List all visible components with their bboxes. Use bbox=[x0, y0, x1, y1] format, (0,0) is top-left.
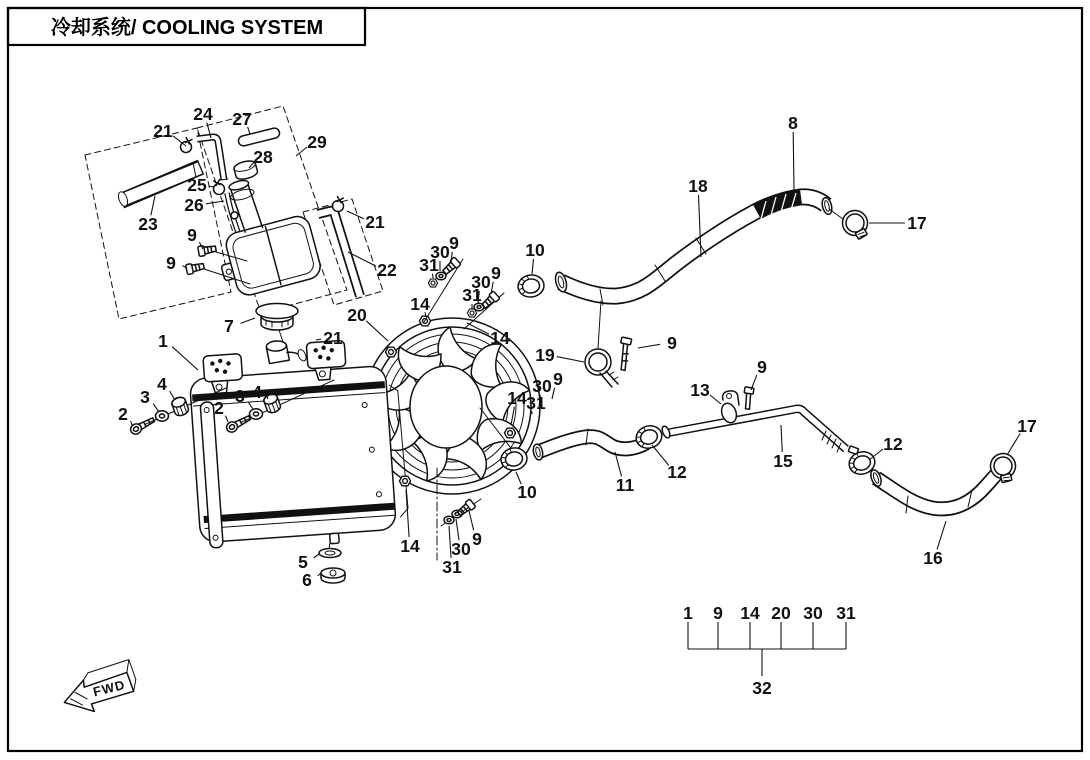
callout-9: 9 bbox=[553, 369, 563, 389]
callout-4: 4 bbox=[252, 382, 262, 402]
callout-4: 4 bbox=[157, 374, 167, 394]
callout-leader-21 bbox=[173, 136, 186, 146]
callout-leader-20 bbox=[366, 321, 388, 341]
callout-leader-15 bbox=[781, 425, 782, 452]
callout-15: 15 bbox=[773, 451, 793, 471]
dashed-box-hose23 bbox=[85, 128, 231, 319]
callout-14: 14 bbox=[490, 328, 510, 348]
callout-leader-2 bbox=[131, 421, 132, 425]
callout-5: 5 bbox=[298, 552, 308, 572]
callout-22: 22 bbox=[377, 260, 397, 280]
callout-leader-13 bbox=[710, 395, 721, 404]
clamp-10-upper bbox=[517, 273, 546, 298]
callout-23: 23 bbox=[138, 214, 158, 234]
callout-30: 30 bbox=[471, 272, 491, 292]
callout-leader-10 bbox=[532, 259, 534, 274]
callout-leader-4 bbox=[170, 391, 175, 400]
callout-16: 16 bbox=[923, 548, 943, 568]
spring-clamp-21a bbox=[179, 137, 194, 154]
callout-21: 21 bbox=[365, 212, 385, 232]
callout-9: 9 bbox=[667, 333, 677, 353]
callout-17: 17 bbox=[1017, 416, 1037, 436]
page-title: 冷却系统/ COOLING SYSTEM bbox=[50, 17, 324, 39]
callout-leader-19 bbox=[557, 357, 584, 362]
callout-3: 3 bbox=[140, 387, 150, 407]
callout-21: 21 bbox=[323, 328, 343, 348]
callout-1: 1 bbox=[158, 331, 168, 351]
callout-24: 24 bbox=[193, 104, 213, 124]
callout-18: 18 bbox=[688, 176, 708, 196]
callout-leader-21 bbox=[316, 339, 321, 340]
callout-leader-5 bbox=[314, 554, 319, 558]
callout-7: 7 bbox=[224, 316, 234, 336]
callout-14: 14 bbox=[400, 536, 420, 556]
bolt-9b bbox=[186, 261, 205, 274]
callout-27: 27 bbox=[232, 109, 252, 129]
lower-hose-16 bbox=[869, 464, 1006, 513]
callout-leader-7 bbox=[241, 318, 256, 323]
callout-14: 14 bbox=[507, 388, 527, 408]
callout-19: 19 bbox=[535, 345, 555, 365]
callout-31: 31 bbox=[442, 557, 462, 577]
callout-26: 26 bbox=[184, 195, 204, 215]
nut-14c bbox=[399, 476, 410, 486]
legend-item-1: 1 bbox=[683, 603, 693, 623]
callout-30: 30 bbox=[430, 242, 450, 262]
callout-9: 9 bbox=[472, 529, 482, 549]
callout-13: 13 bbox=[690, 380, 710, 400]
callout-leader-16 bbox=[937, 521, 946, 550]
callout-28: 28 bbox=[253, 147, 273, 167]
callout-12: 12 bbox=[667, 462, 687, 482]
lower-hose-11 bbox=[532, 429, 646, 461]
callout-leader-12 bbox=[652, 445, 669, 465]
callout-leader-17 bbox=[1007, 433, 1020, 455]
legend-item-14: 14 bbox=[740, 603, 760, 623]
callout-9: 9 bbox=[449, 233, 459, 253]
callout-leader-9 bbox=[469, 511, 474, 530]
callout-31: 31 bbox=[462, 285, 482, 305]
drain-stem bbox=[330, 533, 340, 544]
bolt-9a bbox=[198, 244, 217, 257]
legend-item-20: 20 bbox=[771, 603, 791, 623]
radiator-cap-7 bbox=[256, 304, 298, 343]
callout-14: 14 bbox=[410, 294, 430, 314]
callout-leader-3 bbox=[153, 404, 159, 412]
callout-leader-14 bbox=[406, 490, 409, 537]
callout-leader-26 bbox=[206, 201, 224, 204]
legend-item-30: 30 bbox=[803, 603, 823, 623]
callout-leader-1 bbox=[172, 347, 198, 370]
assembly-legend bbox=[683, 603, 856, 698]
callout-10: 10 bbox=[525, 240, 545, 260]
callout-leader-9 bbox=[552, 388, 555, 399]
callout-10: 10 bbox=[517, 482, 537, 502]
callout-31: 31 bbox=[526, 393, 546, 413]
callout-6: 6 bbox=[302, 570, 312, 590]
callout-17: 17 bbox=[907, 213, 927, 233]
callout-3: 3 bbox=[235, 386, 245, 406]
legend-item-31: 31 bbox=[836, 603, 856, 623]
callout-8: 8 bbox=[788, 113, 798, 133]
title-box bbox=[8, 8, 365, 45]
pipe-15 bbox=[661, 409, 846, 452]
callout-11: 11 bbox=[615, 475, 635, 495]
p-clamp-19 bbox=[585, 349, 618, 387]
callout-leader-9 bbox=[638, 344, 660, 348]
fwd-label: FWD bbox=[91, 676, 127, 700]
callout-12: 12 bbox=[883, 434, 903, 454]
callout-9: 9 bbox=[187, 225, 197, 245]
bolt-9-bracket13 bbox=[742, 387, 754, 410]
bolt-9-pclamp bbox=[615, 337, 632, 370]
callout-25: 25 bbox=[187, 175, 207, 195]
callout-leader-8 bbox=[793, 132, 794, 190]
callout-20: 20 bbox=[347, 305, 367, 325]
spring-clamp-21b bbox=[331, 196, 345, 213]
legend-assembly-32: 32 bbox=[752, 678, 772, 698]
fwd-arrow bbox=[58, 659, 141, 718]
rod-27 bbox=[237, 127, 280, 147]
clamp-17-upper bbox=[843, 211, 868, 240]
upper-hose-18 bbox=[554, 193, 834, 305]
callout-9: 9 bbox=[166, 253, 176, 273]
fan-hub bbox=[410, 366, 482, 448]
callout-2: 2 bbox=[118, 404, 128, 424]
callout-9: 9 bbox=[757, 357, 767, 377]
callout-2: 2 bbox=[214, 398, 224, 418]
drain-grommet-5 bbox=[319, 543, 341, 558]
nut-14d bbox=[504, 428, 515, 438]
callout-21: 21 bbox=[153, 121, 173, 141]
nut-14b bbox=[385, 347, 396, 357]
drain-grommet-6 bbox=[321, 568, 345, 583]
callout-30: 30 bbox=[451, 539, 471, 559]
callout-9: 9 bbox=[491, 263, 501, 283]
callout-30: 30 bbox=[532, 376, 552, 396]
callout-29: 29 bbox=[307, 132, 327, 152]
callout-leader-30 bbox=[456, 519, 459, 540]
filler-neck bbox=[266, 339, 308, 365]
callout-31: 31 bbox=[419, 255, 439, 275]
callout-leader-21 bbox=[347, 211, 364, 219]
legend-item-9: 9 bbox=[713, 603, 723, 623]
callout-leader-23 bbox=[151, 196, 155, 215]
